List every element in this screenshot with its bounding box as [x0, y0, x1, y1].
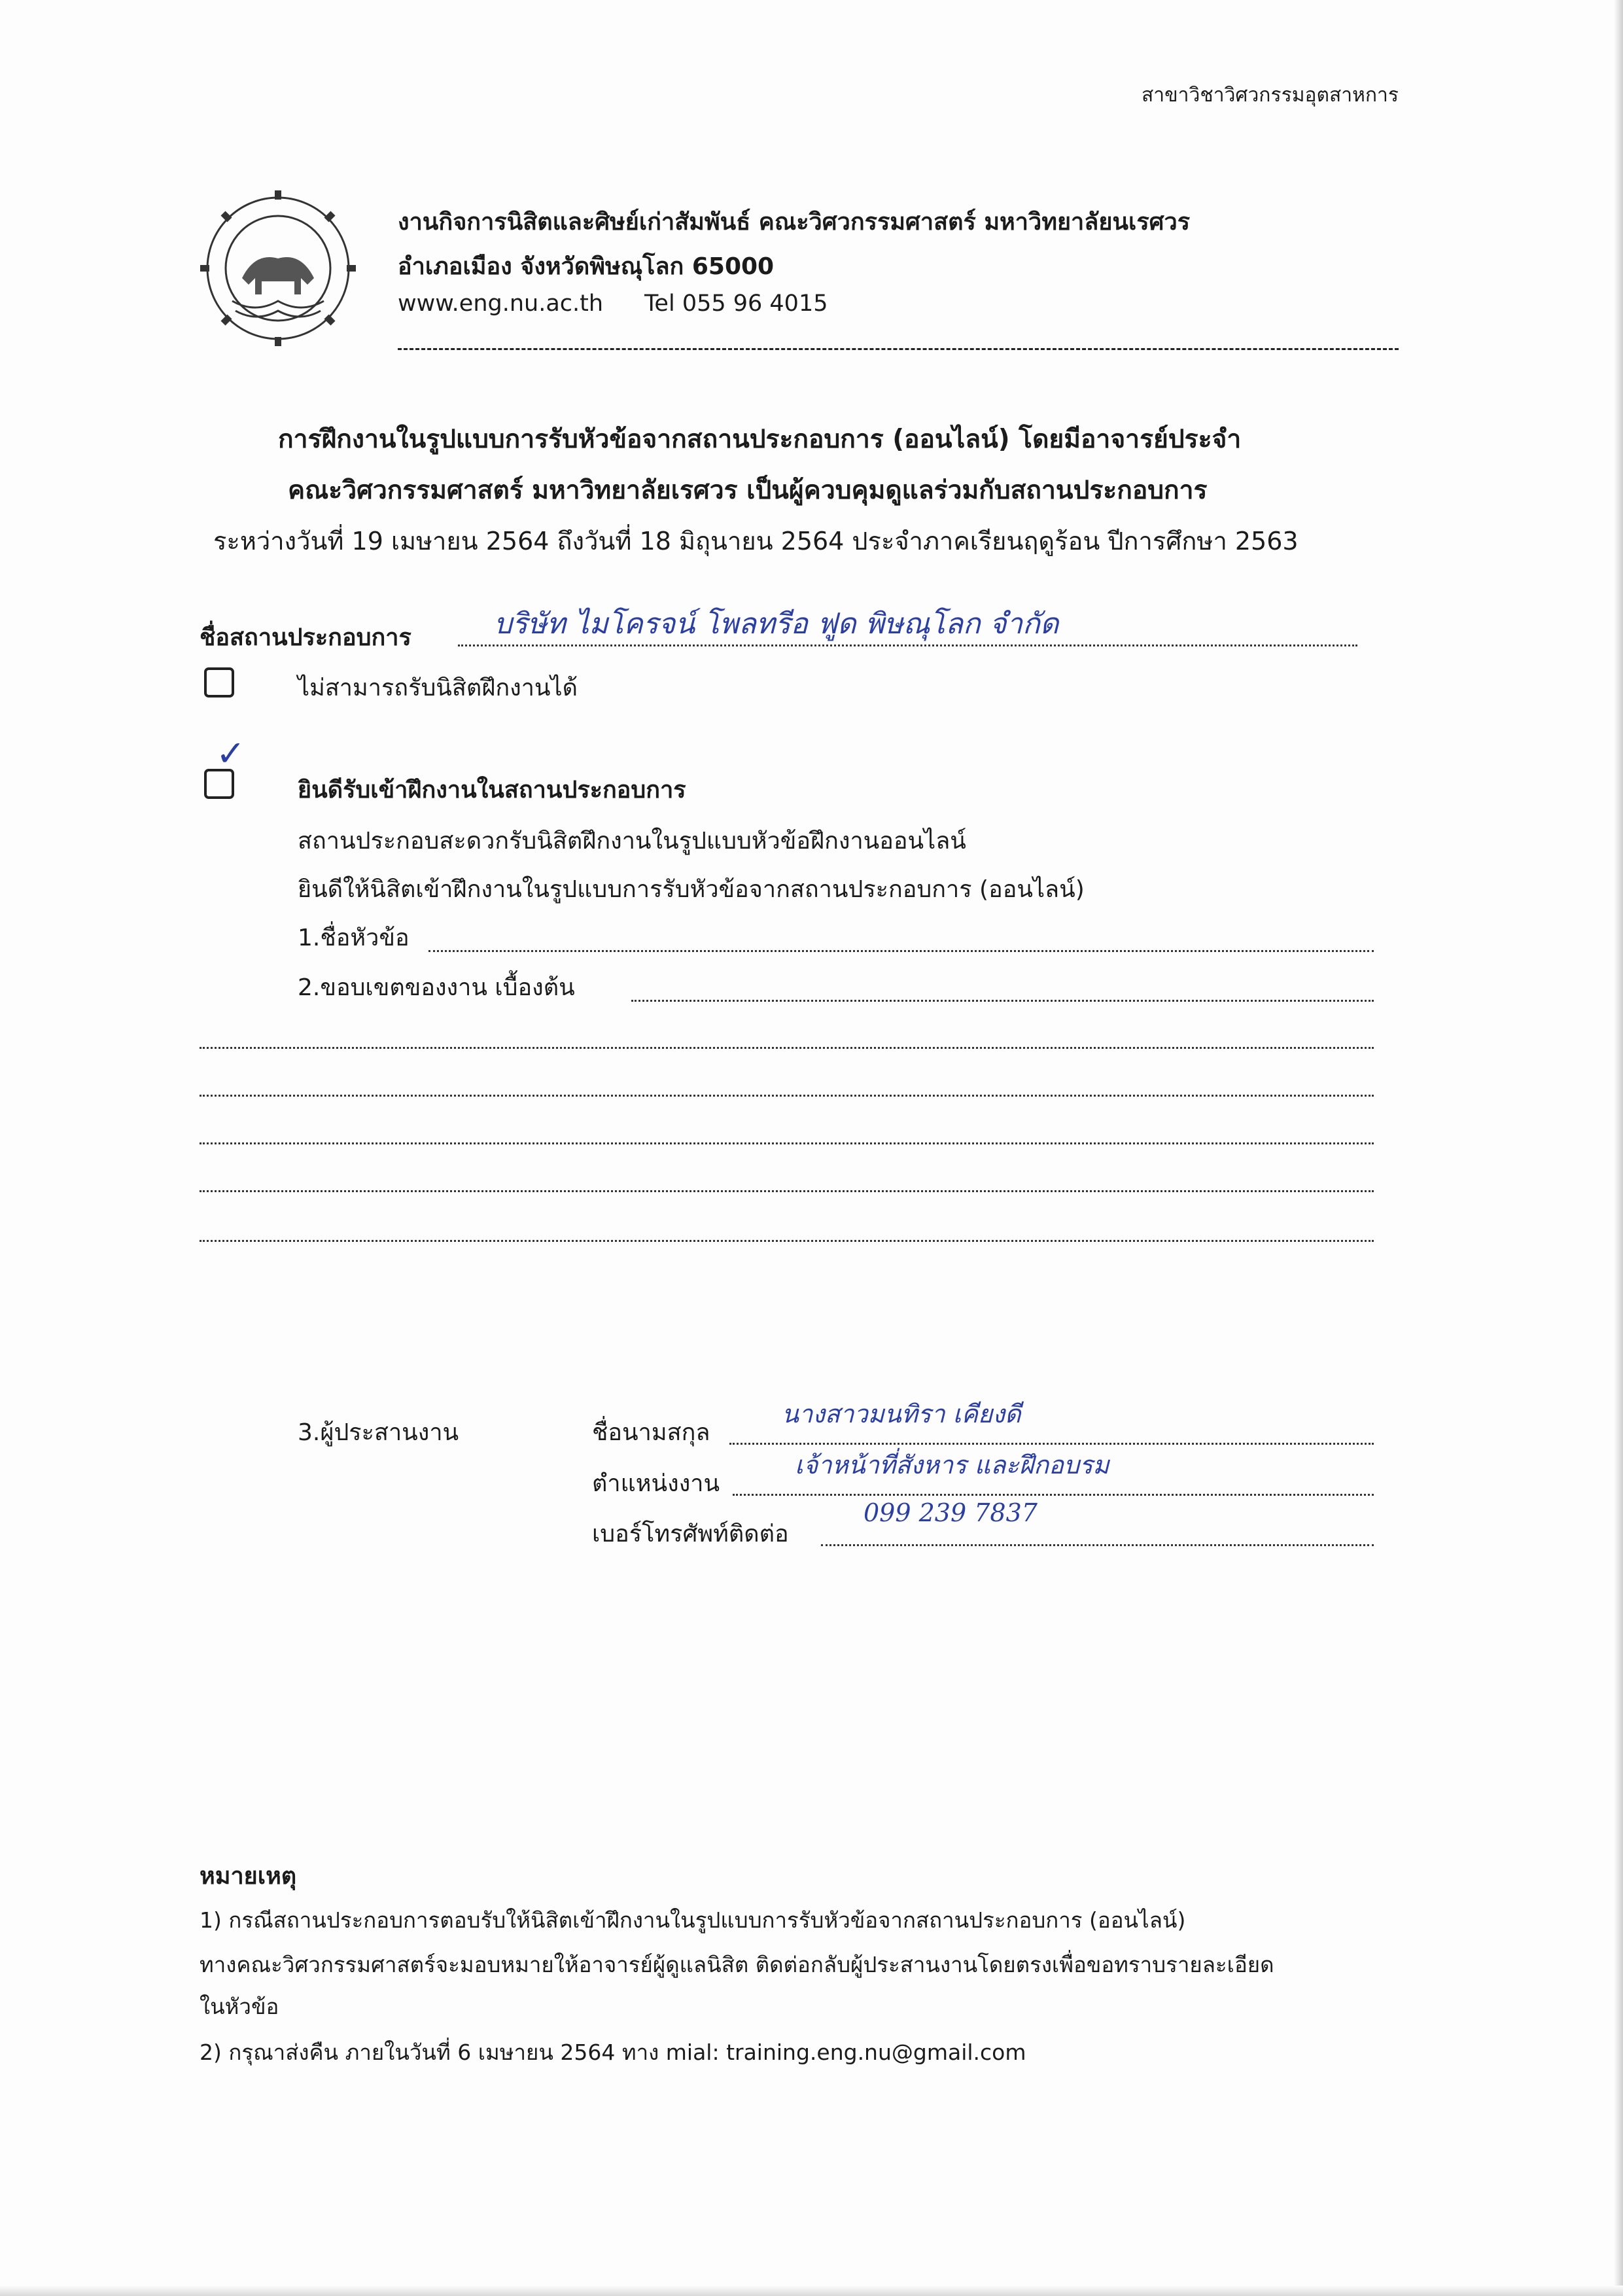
title-line3: ระหว่างวันที่ 19 เมษายน 2564 ถึงวันที่ 18 มิถุนายน 2564 ประจำภาคเรียนฤดูร้อน ปีการศึกษา 2563 — [213, 527, 1299, 556]
scan-right-edge — [1614, 0, 1623, 2296]
scan-bottom-edge — [0, 2286, 1623, 2296]
coordinator-phone-label: เบอร์โทรศัพท์ติดต่อ — [592, 1521, 789, 1547]
header-divider — [398, 348, 1399, 350]
scope-dotted-line-5[interactable] — [200, 1190, 1374, 1192]
scope-dotted-line-2[interactable] — [200, 1047, 1374, 1049]
scope-label: 2.ขอบเขตของงาน เบื้องต้น — [298, 974, 575, 1001]
decline-label: ไม่สามารถรับนิสิตฝึกงานได้ — [298, 675, 578, 701]
accept-line2: ยินดีให้นิสิตเข้าฝึกงานในรูปแบบการรับหัวข้อจากสถานประกอบการ (ออนไลน์) — [298, 876, 1085, 903]
coordinator-label: 3.ผู้ประสานงาน — [298, 1419, 459, 1446]
notes-line3: ในหัวข้อ — [200, 1994, 279, 2019]
scope-dotted-line-3[interactable] — [200, 1095, 1374, 1097]
notes-line4: 2) กรุณาส่งคืน ภายในวันที่ 6 เมษายน 2564 ทาง mial: training.eng.nu@gmail.com — [200, 2040, 1026, 2065]
coordinator-position-value[interactable]: เจ้าหน้าที่สังหาร และฝึกอบรม — [795, 1451, 1109, 1479]
topic-label: 1.ชื่อหัวข้อ — [298, 925, 410, 951]
accept-label: ยินดีรับเข้าฝึกงานในสถานประกอบการ — [298, 777, 686, 804]
department-label: สาขาวิชาวิศวกรรมอุตสาหการ — [1142, 84, 1399, 107]
coordinator-phone-value[interactable]: 099 239 7837 — [864, 1498, 1038, 1527]
company-value[interactable]: บริษัท ไมโครจน์ โพลทรีอ ฟูด พิษณุโลก จำกัด — [494, 607, 1059, 641]
scope-dotted-line-4[interactable] — [200, 1142, 1374, 1144]
faculty-seal-icon — [196, 186, 360, 350]
title-line1: การฝึกงานในรูปแบบการรับหัวข้อจากสถานประกอบการ (ออนไลน์) โดยมีอาจารย์ประจำ — [278, 425, 1242, 454]
decline-checkbox[interactable] — [204, 667, 234, 698]
accept-checkmark-icon: ✓ — [216, 733, 246, 774]
coordinator-name-value[interactable]: นางสาวมนทิรา เคียงดี — [782, 1400, 1021, 1428]
header-tel: Tel 055 96 4015 — [644, 291, 828, 317]
topic-dotted-line[interactable] — [428, 950, 1374, 952]
coordinator-name-label: ชื่อนามสกุล — [592, 1419, 710, 1446]
notes-line2: ทางคณะวิศวกรรมศาสตร์จะมอบหมายให้อาจารย์ผู้ดูแลนิสิต ติดต่อกลับผู้ประสานงานโดยตรงเพื่อขอทราบรายละเอียด — [200, 1952, 1274, 1977]
notes-line1: 1) กรณีสถานประกอบการตอบรับให้นิสิตเข้าฝึกงานในรูปแบบการรับหัวข้อจากสถานประกอบการ (ออนไลน์) — [200, 1907, 1186, 1933]
header-line1: งานกิจการนิสิตและศิษย์เก่าสัมพันธ์ คณะวิศวกรรมศาสตร์ มหาวิทยาลัยนเรศวร — [398, 209, 1191, 236]
coordinator-position-line — [733, 1494, 1374, 1496]
accept-line1: สถานประกอบสะดวกรับนิสิตฝึกงานในรูปแบบหัวข้อฝึกงานออนไลน์ — [298, 828, 966, 855]
notes-heading: หมายเหตุ — [200, 1863, 297, 1890]
coordinator-position-label: ตำแหน่งงาน — [592, 1470, 720, 1497]
header-website: www.eng.nu.ac.th — [398, 291, 604, 317]
company-label: ชื่อสถานประกอบการ — [200, 624, 411, 651]
scope-dotted-line[interactable] — [631, 1000, 1374, 1002]
header-line2: อำเภอเมือง จังหวัดพิษณุโลก 65000 — [398, 253, 775, 280]
title-line2: คณะวิศวกรรมศาสตร์ มหาวิทยาลัยเรศวร เป็นผู้ควบคุมดูแลร่วมกับสถานประกอบการ — [288, 476, 1208, 505]
scope-dotted-line-6[interactable] — [200, 1240, 1374, 1242]
coordinator-phone-line — [821, 1544, 1374, 1546]
